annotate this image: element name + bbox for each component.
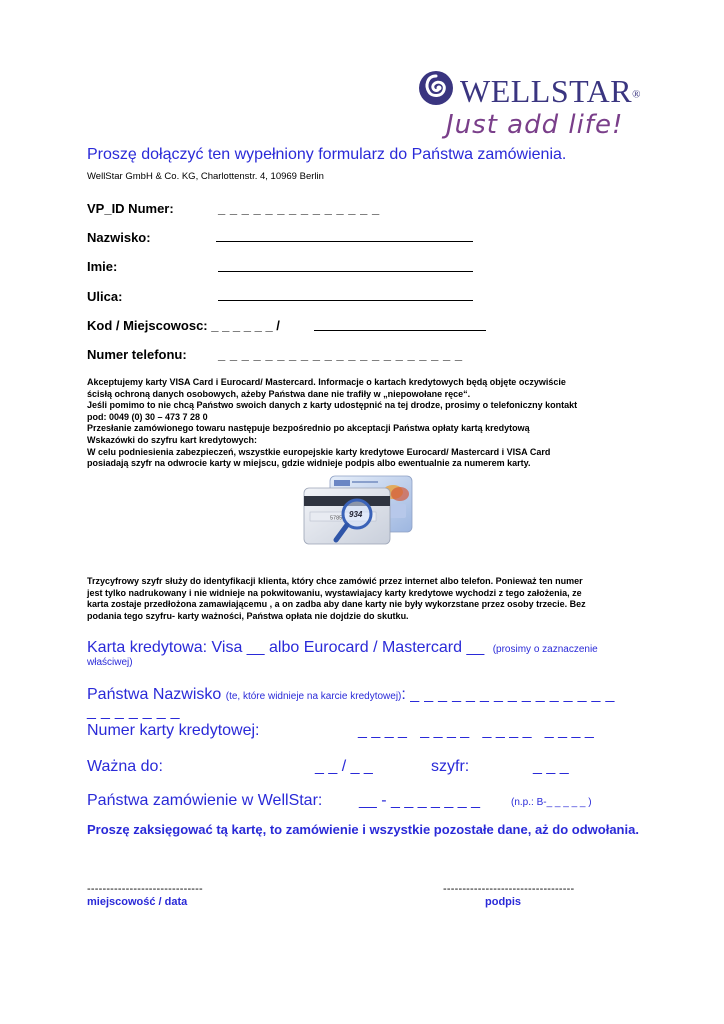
postcode-label: Kod / Miejscowosc: _ _ _ _ _ _ /	[87, 318, 280, 333]
firstname-field[interactable]	[218, 271, 473, 272]
cvc-label: szyfr:	[431, 758, 470, 775]
info-line: posiadają szyfr na odwrocie karty w miejscu, gdzie widnieje podpis albo ewentualnie za numerem karty.	[87, 458, 531, 469]
surname-field[interactable]	[216, 241, 473, 242]
cvc-line: jest tylko nadrukowany i nie widnieje na pokwitowaniu, wystawiajacy karty kredytowe wychodzi z tego założenia, ze	[87, 587, 582, 598]
surname-label: Nazwisko:	[87, 230, 151, 245]
cvc-field[interactable]: _ _ _	[533, 758, 569, 775]
card-holder-row[interactable]	[87, 686, 615, 704]
cvc-number-text: 934	[349, 510, 363, 519]
form-title: Proszę dołączyć ten wypełniony formularz do Państwa zamówienia.	[87, 146, 567, 163]
card-holder-line: _ _ _ _ _ _ _ _ _ _ _ _ _ _ _	[410, 686, 615, 703]
place-date-line[interactable]: ------------------------------	[87, 883, 203, 895]
card-type-text: Karta kredytowa: Visa __ albo Eurocard / Mastercard __	[87, 639, 485, 656]
info-line: Jeśli pomimo to nie chcą Państwo swoich danych z karty udostępnić na tej drodze, prosimy o telefoniczny kontakt	[87, 400, 578, 411]
firstname-label: Imie:	[87, 259, 118, 274]
order-example-note: (n.p.: B-_ _ _ _ _ )	[511, 797, 592, 808]
card-info-paragraph	[87, 377, 647, 470]
street-label: Ulica:	[87, 289, 123, 304]
brand-name-text: WELLSTAR	[460, 73, 633, 109]
info-line: Przesłanie zamówionego towaru następuje bezpośrednio po akceptacji Państwa opłaty kartą kredytową	[87, 423, 530, 434]
registered-mark: ®	[632, 88, 641, 101]
city-field[interactable]	[314, 330, 486, 331]
order-label: Państwa zamówienie w WellStar:	[87, 792, 323, 809]
card-type-note-cont: właściwej)	[87, 657, 133, 668]
card-holder-note: (te, które widnieje na karcie kredytowej)	[225, 691, 402, 702]
brand-name	[460, 73, 641, 113]
brand-slogan: Just add life!	[446, 110, 624, 140]
phone-label: Numer telefonu:	[87, 347, 187, 362]
valid-until-field[interactable]: _ _ / _ _	[315, 758, 373, 775]
card-number-text: 5785	[330, 515, 343, 522]
valid-until-label: Ważna do:	[87, 758, 163, 775]
info-line: W celu podniesienia zabezpieczeń, wszystkie europejskie karty kredytowe Eurocard/ Mastercard i VISA Card	[87, 446, 551, 457]
street-field[interactable]	[218, 300, 473, 301]
signature-line[interactable]: ----------------------------------	[443, 883, 575, 895]
info-line: ścisłą ochroną danych osobowych, ażeby Państwa dane nie trafiły w „niepowołane ręce“.	[87, 388, 471, 399]
credit-card-illustration	[300, 474, 420, 554]
cvc-line: podania tego szyfru- karty ważności, Państwa opłata nie dojdzie do skutku.	[87, 610, 409, 621]
info-line: Wskazówki do szyfru kart kredytowych:	[87, 434, 258, 445]
consent-text: Proszę zaksięgować tą kartę, to zamówienie i wszystkie pozostałe dane, aż do odwołania.	[87, 822, 639, 837]
card-number-label: Numer karty kredytowej:	[87, 722, 260, 739]
card-type-field[interactable]	[87, 639, 598, 657]
cvc-line: karta zostaje przedłożona zamawiającemu , a on zadba aby dane karty nie były wykorzstane przez osoby trzecie. Bez	[87, 599, 586, 610]
card-holder-label: Państwa Nazwisko	[87, 686, 222, 703]
phone-field[interactable]: _ _ _ _ _ _ _ _ _ _ _ _ _ _ _ _ _ _ _ _ _	[218, 347, 463, 362]
card-number-field[interactable]: _ _ _ _ _ _ _ _ _ _ _ _ _ _ _ _	[358, 722, 594, 739]
info-line: Akceptujemy karty VISA Card i Eurocard/ Mastercard. Informacje o kartach kredytowych będą objęte oczywiście	[87, 377, 566, 387]
wellstar-logo-mark	[418, 70, 454, 106]
cvc-line: Trzycyfrowy szyfr służy do identyfikacji klienta, który chce zamówić przez internet albo telefon. Ponieważ ten numer	[87, 576, 583, 586]
info-line: pod: 0049 (0) 30 – 473 7 28 0	[87, 411, 208, 422]
order-number-field[interactable]: __ - _ _ _ _ _ _ _	[359, 792, 480, 809]
card-type-note: (prosimy o zaznaczenie	[492, 644, 598, 655]
cvc-paragraph	[87, 576, 647, 622]
signature-label: podpis	[485, 896, 522, 908]
card-holder-colon: :	[401, 686, 406, 703]
card-holder-line-cont[interactable]: _ _ _ _ _ _ _	[87, 703, 180, 720]
vp-id-label: VP_ID Numer:	[87, 201, 174, 216]
company-address: WellStar GmbH & Co. KG, Charlottenstr. 4, 10969 Berlin	[87, 171, 324, 182]
place-date-label: miejscowość / data	[87, 896, 188, 908]
vp-id-field[interactable]: _ _ _ _ _ _ _ _ _ _ _ _ _ _	[218, 201, 380, 216]
